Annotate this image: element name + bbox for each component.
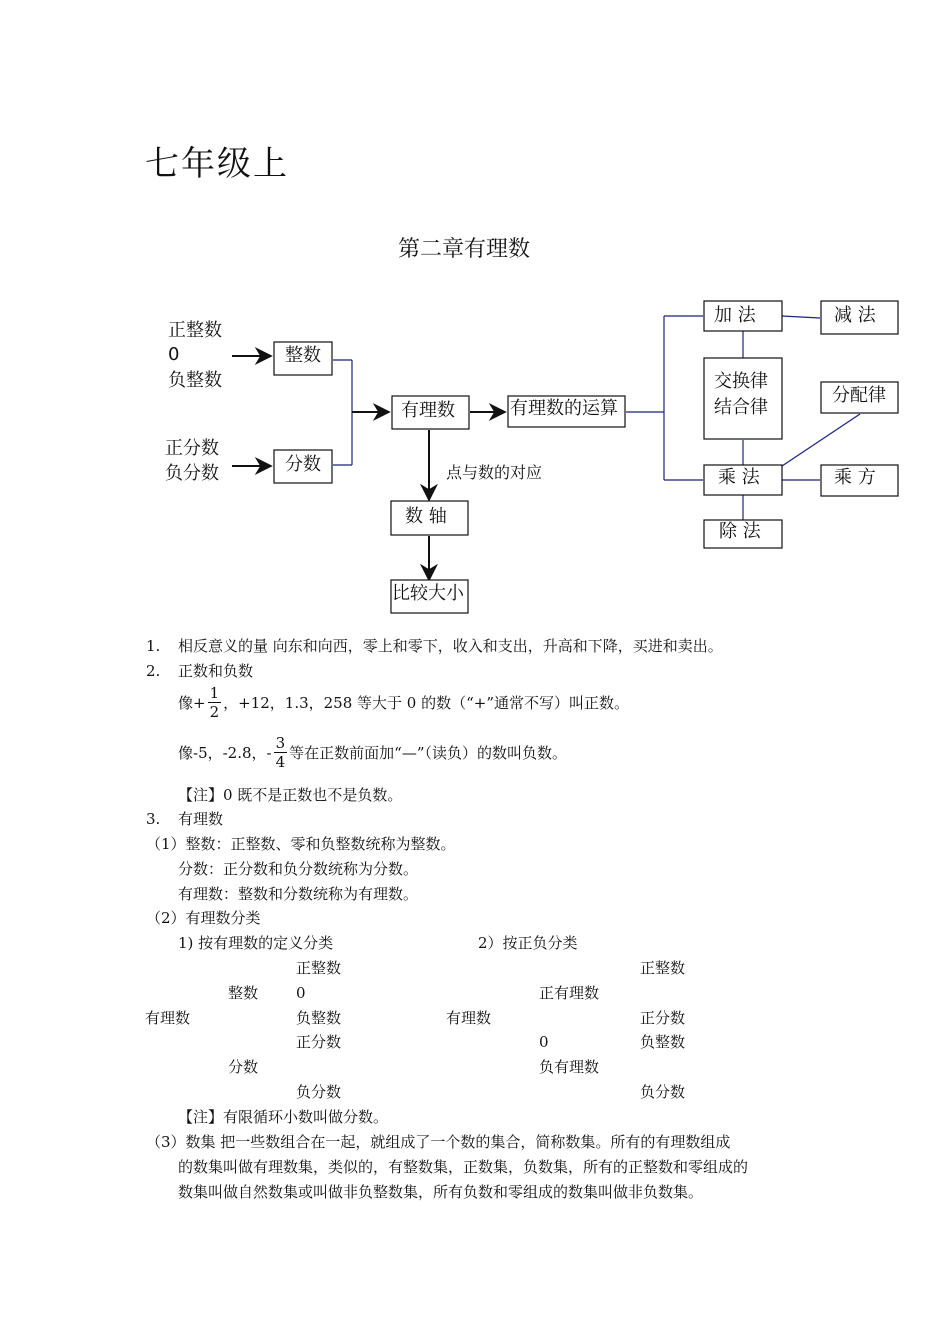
tree2-positive-integer: 正整数: [640, 959, 686, 977]
tree2-positive-rational: 正有理数: [539, 984, 600, 1002]
fraction-denominator: 4: [275, 753, 286, 771]
box-axis-label: 数 轴: [405, 506, 447, 527]
positive-prefix: 像+: [178, 693, 206, 712]
tree2-rational: 有理数: [446, 1009, 492, 1027]
positive-suffix: ，+12，1.3，258 等大于 0 的数（“+”通常不写）叫正数。: [223, 693, 630, 712]
tree2-negative-integer: 负整数: [640, 1033, 686, 1051]
item-1-number: 1.: [146, 637, 161, 655]
edge-correspondence-label: 点与数的对应: [446, 463, 543, 482]
tree2-zero: 0: [539, 1033, 549, 1051]
box-add-label: 加 法: [714, 305, 756, 326]
classification-title: （2）有理数分类: [146, 909, 261, 927]
tree1-integer: 整数: [228, 984, 259, 1002]
box-rational-label: 有理数: [401, 400, 455, 421]
note-repeating-decimal: 【注】有限循环小数叫做分数。: [178, 1108, 389, 1126]
tree1-rational: 有理数: [145, 1009, 191, 1027]
label-zero: 0: [168, 344, 180, 365]
box-pow-label: 乘 方: [834, 467, 876, 488]
item-3-text: 有理数: [178, 810, 224, 828]
number-set-line-3: 数集叫做自然数集或叫做非负整数集，所有负数和零组成的数集叫做非负数集。: [178, 1183, 704, 1201]
fraction-numerator: 1: [209, 684, 220, 702]
box-dist-label: 分配律: [832, 385, 886, 406]
classification-by-sign: 2）按正负分类: [478, 934, 578, 952]
tree1-fraction: 分数: [228, 1058, 259, 1076]
fraction-one-half: [208, 684, 222, 721]
classification-by-definition: 1) 按有理数的定义分类: [178, 934, 334, 952]
box-laws-label-1: 交换律: [714, 371, 768, 392]
fraction-three-quarters: [274, 734, 288, 771]
number-set-line-1: （3）数集 把一些数组合在一起，就组成了一个数的集合，简称数集。所有的有理数组成: [146, 1133, 731, 1151]
grade-title: 七年级上: [145, 144, 289, 184]
box-laws-label-2: 结合律: [714, 397, 768, 418]
number-set-line-2: 的数集叫做有理数集，类似的，有整数集，正数集，负数集，所有的正整数和零组成的: [178, 1158, 749, 1176]
definition-rational: 有理数：整数和分数统称为有理数。: [178, 885, 419, 903]
fraction-numerator: 3: [275, 734, 286, 752]
box-fraction-label: 分数: [285, 454, 321, 475]
connector-line: [782, 414, 860, 466]
tree1-zero: 0: [296, 984, 306, 1002]
negative-number-line: [178, 734, 567, 771]
tree1-negative-integer: 负整数: [296, 1009, 342, 1027]
tree1-positive-fraction: 正分数: [296, 1033, 342, 1051]
item-2-text: 正数和负数: [178, 662, 254, 680]
box-sub-label: 减 法: [834, 305, 876, 326]
label-positive-fraction: 正分数: [165, 438, 219, 459]
negative-prefix: 像-5，-2.8，-: [178, 743, 272, 762]
fraction-denominator: 2: [209, 703, 220, 721]
note-zero: 【注】0 既不是正数也不是负数。: [178, 786, 403, 804]
item-3-number: 3.: [146, 810, 161, 828]
definition-integer: （1）整数：正整数、零和负整数统称为整数。: [146, 835, 456, 853]
label-positive-integer: 正整数: [168, 320, 222, 341]
definition-fraction: 分数：正分数和负分数统称为分数。: [178, 860, 419, 878]
box-mul-label: 乘 法: [718, 467, 760, 488]
tree2-negative-fraction: 负分数: [640, 1083, 686, 1101]
label-negative-integer: 负整数: [168, 370, 222, 391]
chapter-title: 第二章有理数: [398, 237, 531, 262]
tree1-negative-fraction: 负分数: [296, 1083, 342, 1101]
tree2-positive-fraction: 正分数: [640, 1009, 686, 1027]
box-div-label: 除 法: [719, 521, 761, 542]
label-negative-fraction: 负分数: [165, 463, 219, 484]
positive-number-line: [178, 684, 629, 721]
box-compare-label: 比较大小: [392, 583, 464, 604]
concept-diagram: [0, 290, 950, 620]
tree2-negative-rational: 负有理数: [539, 1058, 600, 1076]
negative-suffix: 等在正数前面加“—”（读负）的数叫负数。: [289, 743, 567, 762]
item-1-text: 相反意义的量 向东和向西，零上和零下，收入和支出，升高和下降，买进和卖出。: [178, 637, 723, 655]
item-2-number: 2.: [146, 662, 161, 680]
box-ops-label: 有理数的运算: [510, 398, 618, 419]
tree1-positive-integer: 正整数: [296, 959, 342, 977]
connector-line: [782, 316, 820, 318]
box-integer-label: 整数: [285, 345, 321, 366]
